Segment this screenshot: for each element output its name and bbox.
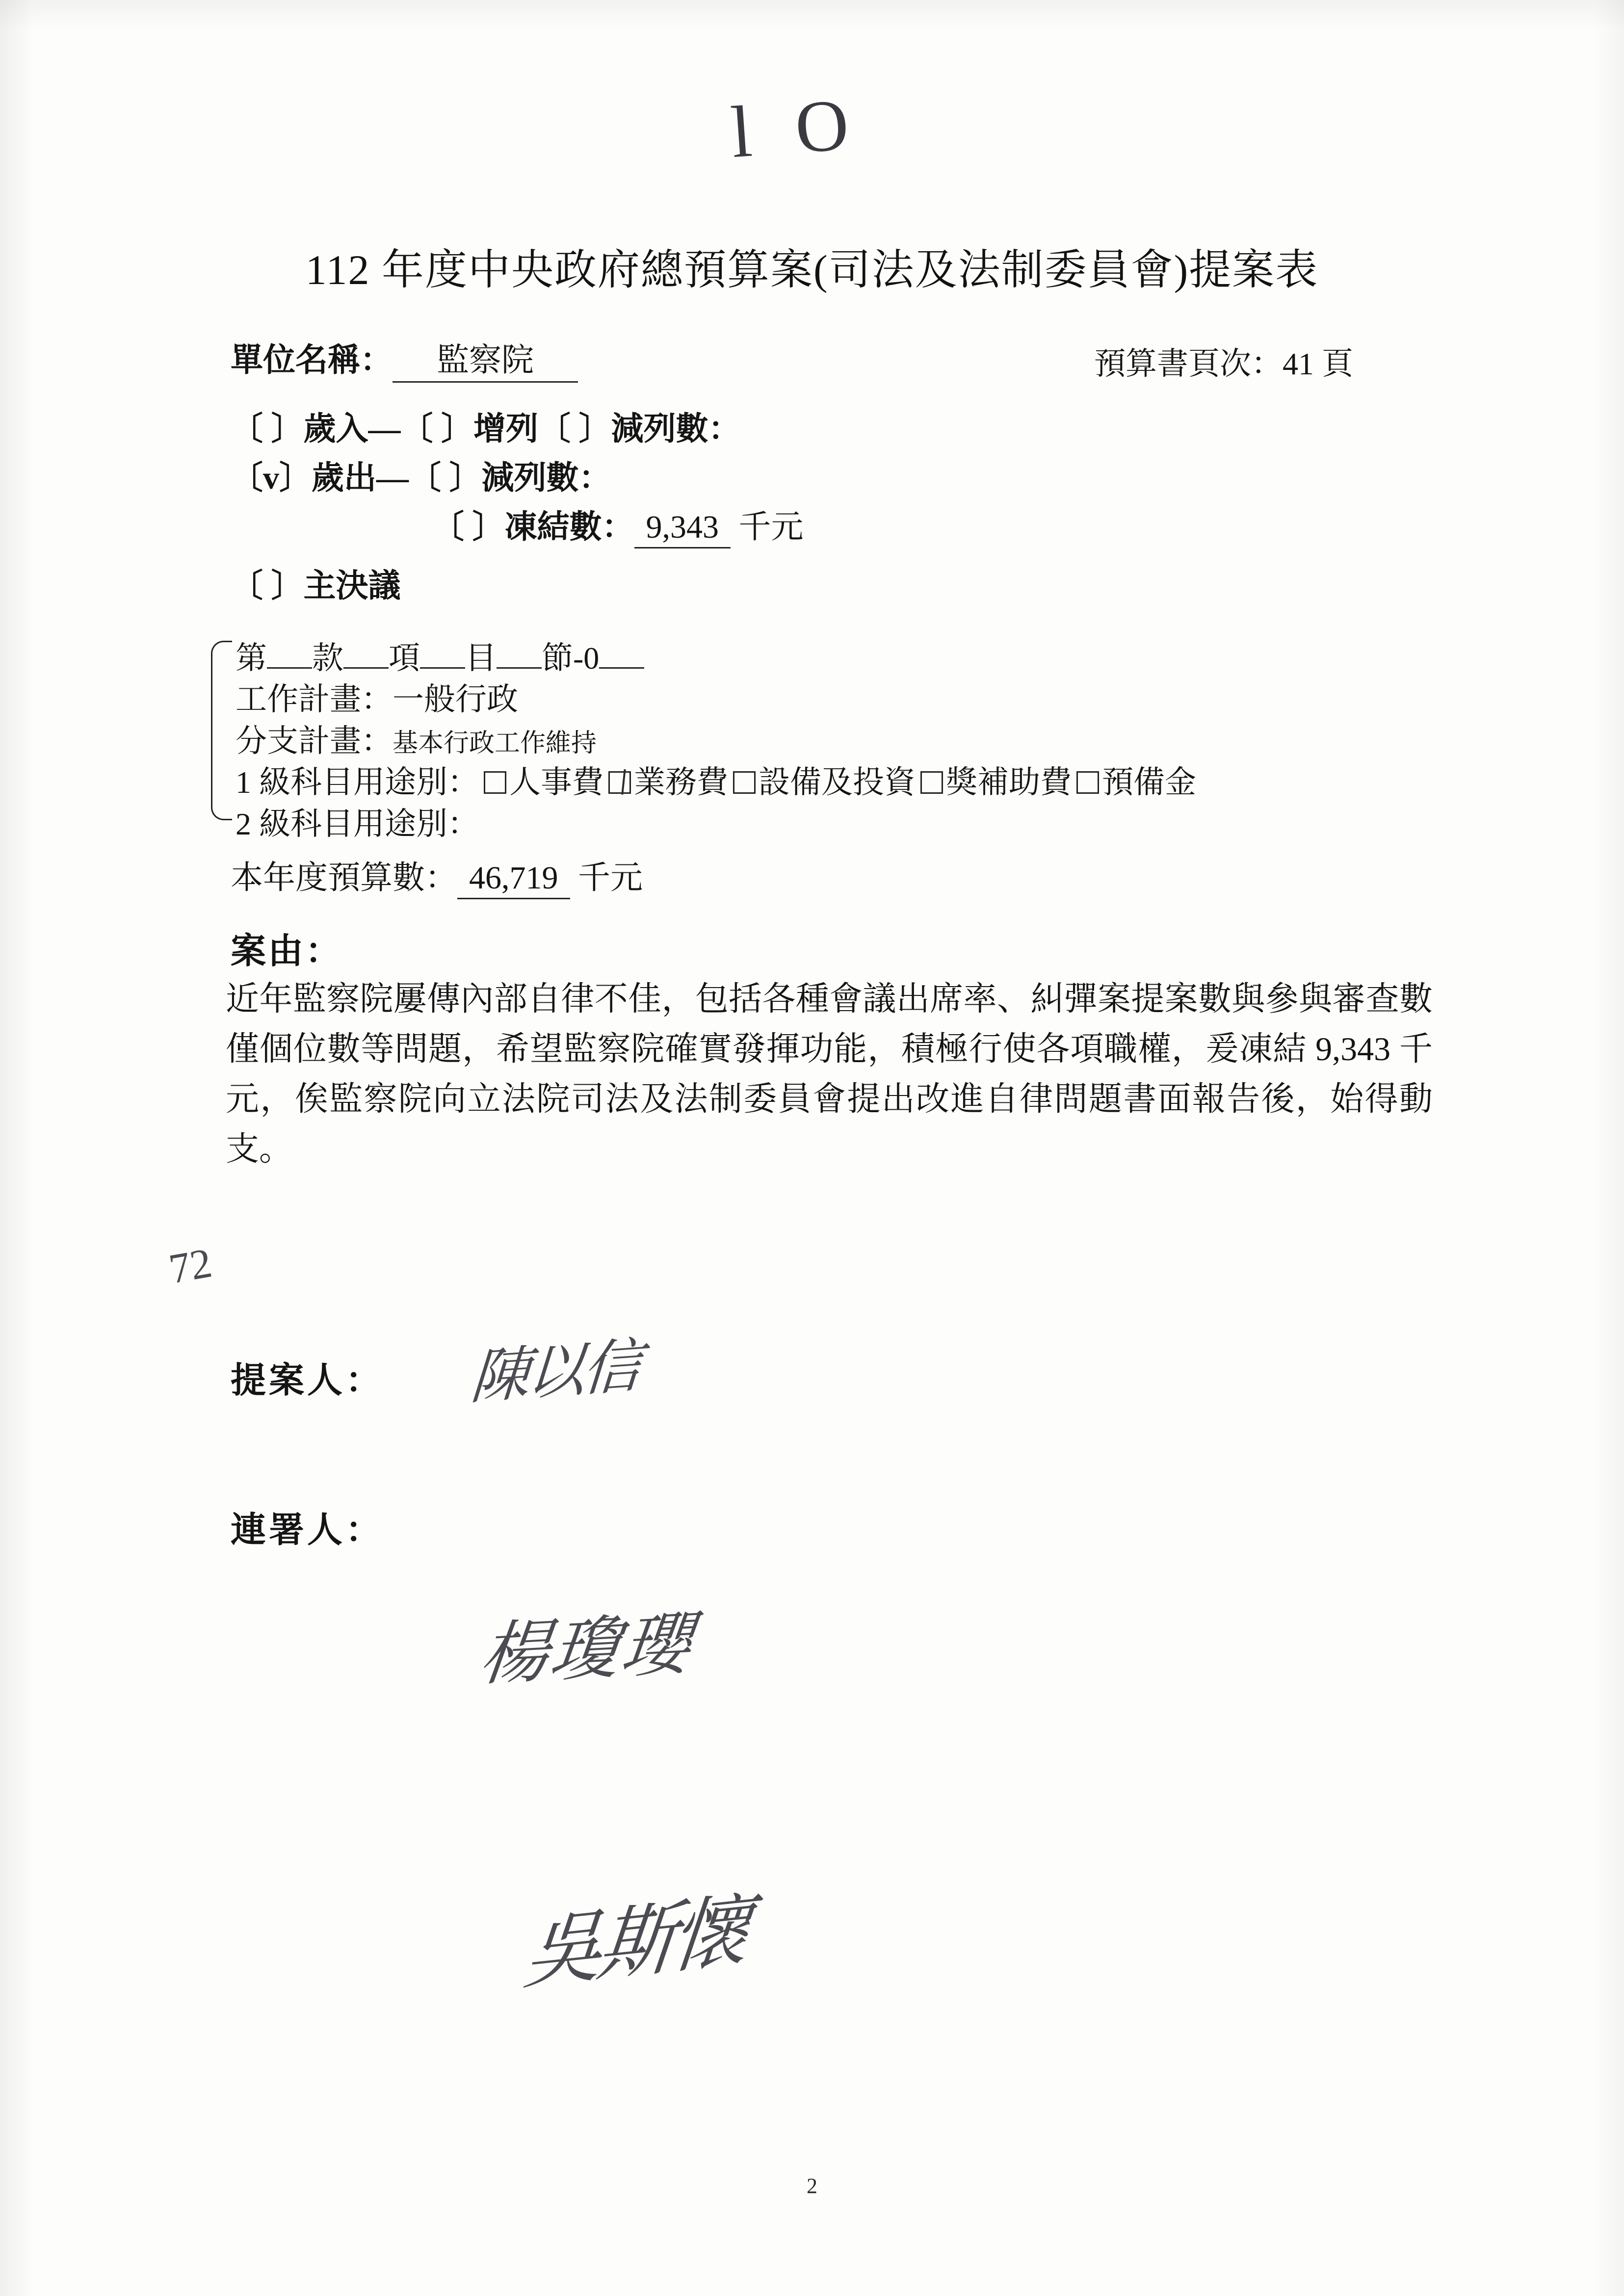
unit-name-row [231, 334, 578, 383]
branch-plan-label: 分支計畫： [236, 723, 393, 758]
checkbox-operating[interactable] [608, 771, 631, 794]
proposer-signature: 陳以信 [468, 1333, 641, 1411]
branch-plan-value: 基本行政工作維持 [393, 729, 597, 757]
section-kuan-blank [267, 639, 312, 669]
section-hsiang-label: 項 [389, 641, 420, 676]
unit-name-label: 單位名稱： [231, 342, 393, 378]
freeze-amount-value: 9,343 [634, 509, 731, 548]
annual-budget-row [231, 851, 643, 899]
checkbox-grants-subsidies[interactable] [920, 771, 943, 794]
budget-book-page-label: 預算書頁次： [1094, 346, 1283, 381]
budget-book-page-value: 41 [1283, 346, 1314, 381]
section-kuan-label: 款 [312, 641, 343, 676]
section-prefix: 第 [236, 641, 267, 676]
page-number: 2 [807, 2174, 817, 2198]
checkbox-equipment-investment[interactable] [733, 771, 756, 794]
level1-option-0-label: 人事費 [509, 765, 603, 800]
freeze-amount-row [432, 500, 804, 548]
main-resolution-line: 〔 〕主決議 [231, 568, 401, 604]
unit-name-value: 監察院 [393, 334, 578, 383]
expense-line: 〔v〕歲出—〔 〕減列數： [231, 460, 611, 496]
annual-budget-unit: 千元 [578, 860, 643, 896]
case-reason-body: 近年監察院屢傳內部自律不佳，包括各種會議出席率、糾彈案提案數與參與審查數僅個位數等問題，希望監察院確實發揮功能，積極行使各項職權，爰凍結 9,343 千元，俟監察院向立法院司法及法制委員會提出改進自律問題書面報告後，始得動支。 [226, 980, 1433, 1168]
work-plan-label: 工作計畫： [236, 682, 393, 717]
checkbox-personnel[interactable] [484, 771, 506, 794]
subject-detail-block [211, 638, 1413, 845]
budget-book-page-row [1094, 339, 1353, 384]
level1-category-label: 1 級科目用途別： [236, 765, 479, 800]
case-reason-label: 案由： [231, 932, 343, 971]
annual-budget-value: 46,719 [457, 860, 570, 899]
section-chieh-blank [497, 639, 542, 669]
work-plan-line [236, 679, 1413, 720]
level1-option-3-label: 獎補助費 [946, 765, 1072, 800]
cosigner-signature-1: 楊瓊瓔 [475, 1606, 697, 1695]
level2-category-line: 2 級科目用途別： [236, 806, 479, 841]
handwritten-margin-mark: 72 [165, 1239, 215, 1293]
section-mu-blank [420, 639, 465, 669]
scan-edge-left [0, 0, 34, 2296]
checkbox-reserve-fund[interactable] [1076, 771, 1099, 794]
work-plan-value: 一般行政 [393, 682, 518, 717]
branch-plan-line [236, 721, 1413, 762]
level1-option-4-label: 預備金 [1102, 765, 1196, 800]
section-tail-blank [599, 639, 644, 669]
annual-budget-label: 本年度預算數： [231, 860, 457, 896]
left-brace-mark [211, 641, 232, 820]
section-chieh-label: 節-0 [542, 641, 600, 676]
freeze-amount-label: 〔 〕凍結數： [432, 509, 634, 545]
proposer-label: 提案人： [231, 1361, 384, 1400]
scan-edge-top [0, 0, 1624, 29]
section-mu-label: 目 [465, 641, 497, 676]
level1-option-2-label: 設備及投資 [759, 765, 916, 800]
handwritten-item-number: l O [728, 82, 864, 174]
cosigner-signature-2: 吳斯懷 [520, 1887, 749, 1999]
level1-option-1-label: 業務費 [634, 765, 728, 800]
scan-edge-right [1595, 0, 1624, 2296]
freeze-amount-unit: 千元 [738, 509, 804, 545]
cosigner-label: 連署人： [231, 1511, 384, 1550]
page-title: 112 年度中央政府總預算案(司法及法制委員會)提案表 [305, 246, 1319, 293]
level1-category-line [236, 762, 1413, 803]
section-code-line [236, 638, 1413, 679]
income-line: 〔 〕歲入—〔 〕增列〔 〕減列數： [231, 411, 741, 447]
budget-book-page-unit: 頁 [1322, 346, 1353, 381]
section-hsiang-blank [343, 639, 389, 669]
